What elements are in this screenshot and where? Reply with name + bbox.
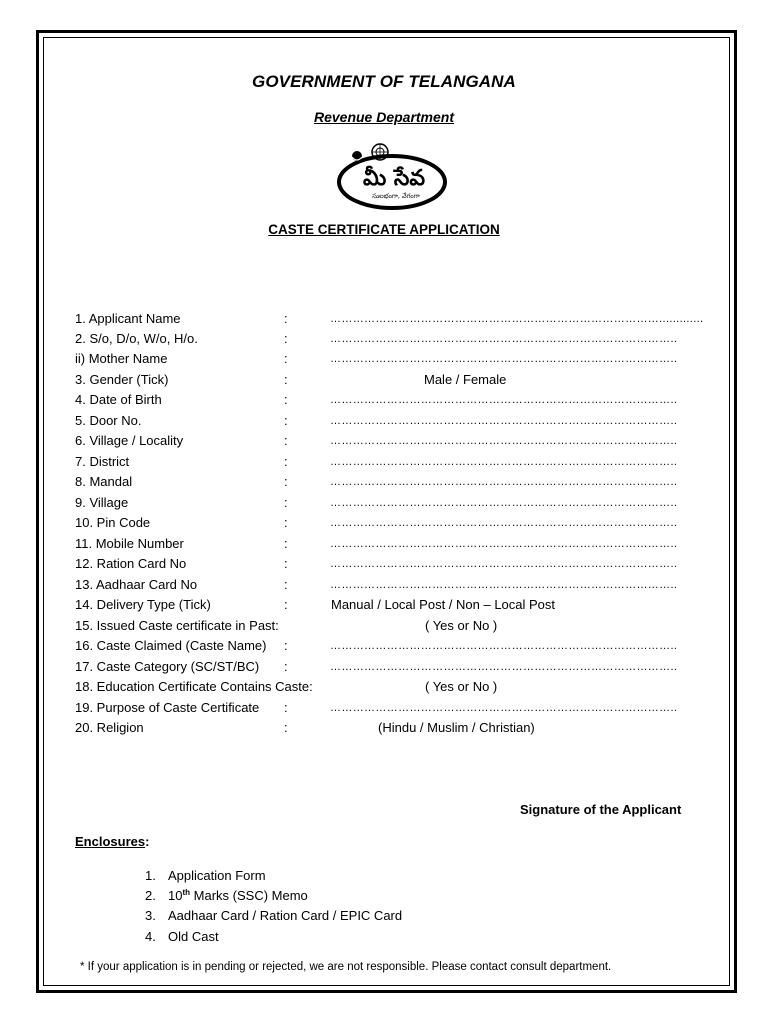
field-label: 3. Gender (Tick) [75,372,169,387]
field-blank-line: ……………………………………………………………………………….. [330,435,678,447]
form-field-row [0,372,768,390]
enclosure-item [145,908,402,923]
enclosure-text: Aadhaar Card / Ration Card / EPIC Card [168,908,403,923]
field-label: 13. Aadhaar Card No [75,577,198,592]
field-label: 20. Religion [75,720,144,735]
field-blank-line: ……………………………………………………………………………….. [330,661,678,673]
form-field-row [0,474,768,492]
form-field-row [0,454,768,472]
enclosures-heading [75,834,149,849]
field-options: Manual / Local Post / Non – Local Post [331,597,556,612]
field-colon: : [284,638,288,653]
field-label: 8. Mandal [75,474,133,489]
form-field-row [0,700,768,718]
page-title: GOVERNMENT OF TELANGANA [252,72,516,91]
field-colon: : [284,454,288,469]
field-label: 14. Delivery Type (Tick) [75,597,211,612]
field-options: Male / Female [424,372,507,387]
field-blank-line: ……………………………………………………………………………….. [330,517,678,529]
field-options: ( Yes or No ) [425,679,498,694]
field-blank-line: ……………………………………………………………………………….. [330,394,678,406]
field-label: 18. Education Certificate Contains Caste: [75,679,313,694]
field-label: 2. S/o, D/o, W/o, H/o. [75,331,198,346]
form-field-row [0,577,768,595]
form-field-row [0,659,768,677]
field-label: 6. Village / Locality [75,433,184,448]
field-label: 1. Applicant Name [75,311,181,326]
enclosure-number: 3. [145,908,156,923]
field-colon: : [284,392,288,407]
field-colon: : [284,372,288,387]
svg-text:మీ సేవ: మీ సేవ [362,166,426,191]
field-label: 11. Mobile Number [75,536,184,551]
field-label: 7. District [75,454,130,469]
form-field-row [0,536,768,554]
field-blank-line: ……………………………………………………………………………….. [330,456,678,468]
field-blank-line: ……………………………………………………………………………….. [330,497,678,509]
field-colon: : [284,311,288,326]
field-colon: : [284,597,288,612]
enclosures-heading-colon: : [145,834,150,849]
form-field-row [0,638,768,656]
field-colon: : [284,515,288,530]
field-label: ii) Mother Name [75,351,168,366]
field-colon: : [284,413,288,428]
field-blank-line: ……………………………………………………………………………….. [330,333,678,345]
field-colon: : [284,331,288,346]
form-field-row [0,495,768,513]
form-field-row [0,556,768,574]
field-colon: : [284,659,288,674]
enclosure-item [145,888,308,903]
form-field-row [0,618,768,636]
form-field-row [0,597,768,615]
field-blank-line: ……………………………………………………………………………............. [330,313,704,325]
field-options: (Hindu / Muslim / Christian) [378,720,535,735]
enclosure-text-prefix: 10 [168,888,183,903]
field-colon: : [284,433,288,448]
field-blank-line: ……………………………………………………………………………….. [330,353,678,365]
enclosures-heading-text: Enclosures [75,834,146,849]
field-colon: : [284,556,288,571]
department-name: Revenue Department [313,109,455,125]
field-colon: : [284,536,288,551]
signature-label: Signature of the Applicant [520,802,682,817]
field-blank-line: ……………………………………………………………………………….. [330,476,678,488]
field-colon: : [284,720,288,735]
form-field-row [0,351,768,369]
enclosure-text: Application Form [168,868,266,883]
form-field-row [0,515,768,533]
field-colon: : [284,474,288,489]
enclosure-number: 4. [145,929,156,944]
field-label: 4. Date of Birth [75,392,162,407]
field-label: 16. Caste Claimed (Caste Name) [75,638,267,653]
enclosure-number: 1. [145,868,156,883]
enclosure-number: 2. [145,888,156,903]
field-blank-line: ……………………………………………………………………………….. [330,558,678,570]
field-label: 9. Village [75,495,129,510]
field-colon: : [284,700,288,715]
field-blank-line: ……………………………………………………………………………….. [330,538,678,550]
enclosure-item [145,868,266,883]
field-label: 12. Ration Card No [75,556,187,571]
field-blank-line: ……………………………………………………………………………….. [330,640,678,652]
enclosure-text: Marks (SSC) Memo [190,888,308,903]
field-colon: : [284,577,288,592]
footnote: * If your application is in pending or rejected, we are not responsible. Please contact consult department. [80,961,612,973]
form-heading: CASTE CERTIFICATE APPLICATION [268,222,500,237]
field-label: 5. Door No. [75,413,142,428]
field-blank-line: ……………………………………………………………………………….. [330,415,678,427]
form-field-row [0,433,768,451]
field-colon: : [284,351,288,366]
field-label: 15. Issued Caste certificate in Past: [75,618,279,633]
field-label: 10. Pin Code [75,515,151,530]
enclosure-superscript: th [182,888,191,897]
field-colon: : [284,495,288,510]
form-field-row [0,720,768,738]
enclosure-text: Old Cast [168,929,219,944]
form-field-row [0,311,768,329]
svg-text:సులభంగా, వేగంగా: సులభంగా, వేగంగా [372,192,420,200]
field-label: 19. Purpose of Caste Certificate [75,700,260,715]
field-label: 17. Caste Category (SC/ST/BC) [75,659,260,674]
form-field-row [0,679,768,697]
form-field-row [0,392,768,410]
meeseva-logo [336,141,452,211]
field-blank-line: ……………………………………………………………………………….. [330,579,678,591]
form-field-row [0,413,768,431]
form-field-row [0,331,768,349]
field-options: ( Yes or No ) [425,618,498,633]
enclosure-item [145,929,219,944]
field-blank-line: ……………………………………………………………………………….. [330,702,678,714]
